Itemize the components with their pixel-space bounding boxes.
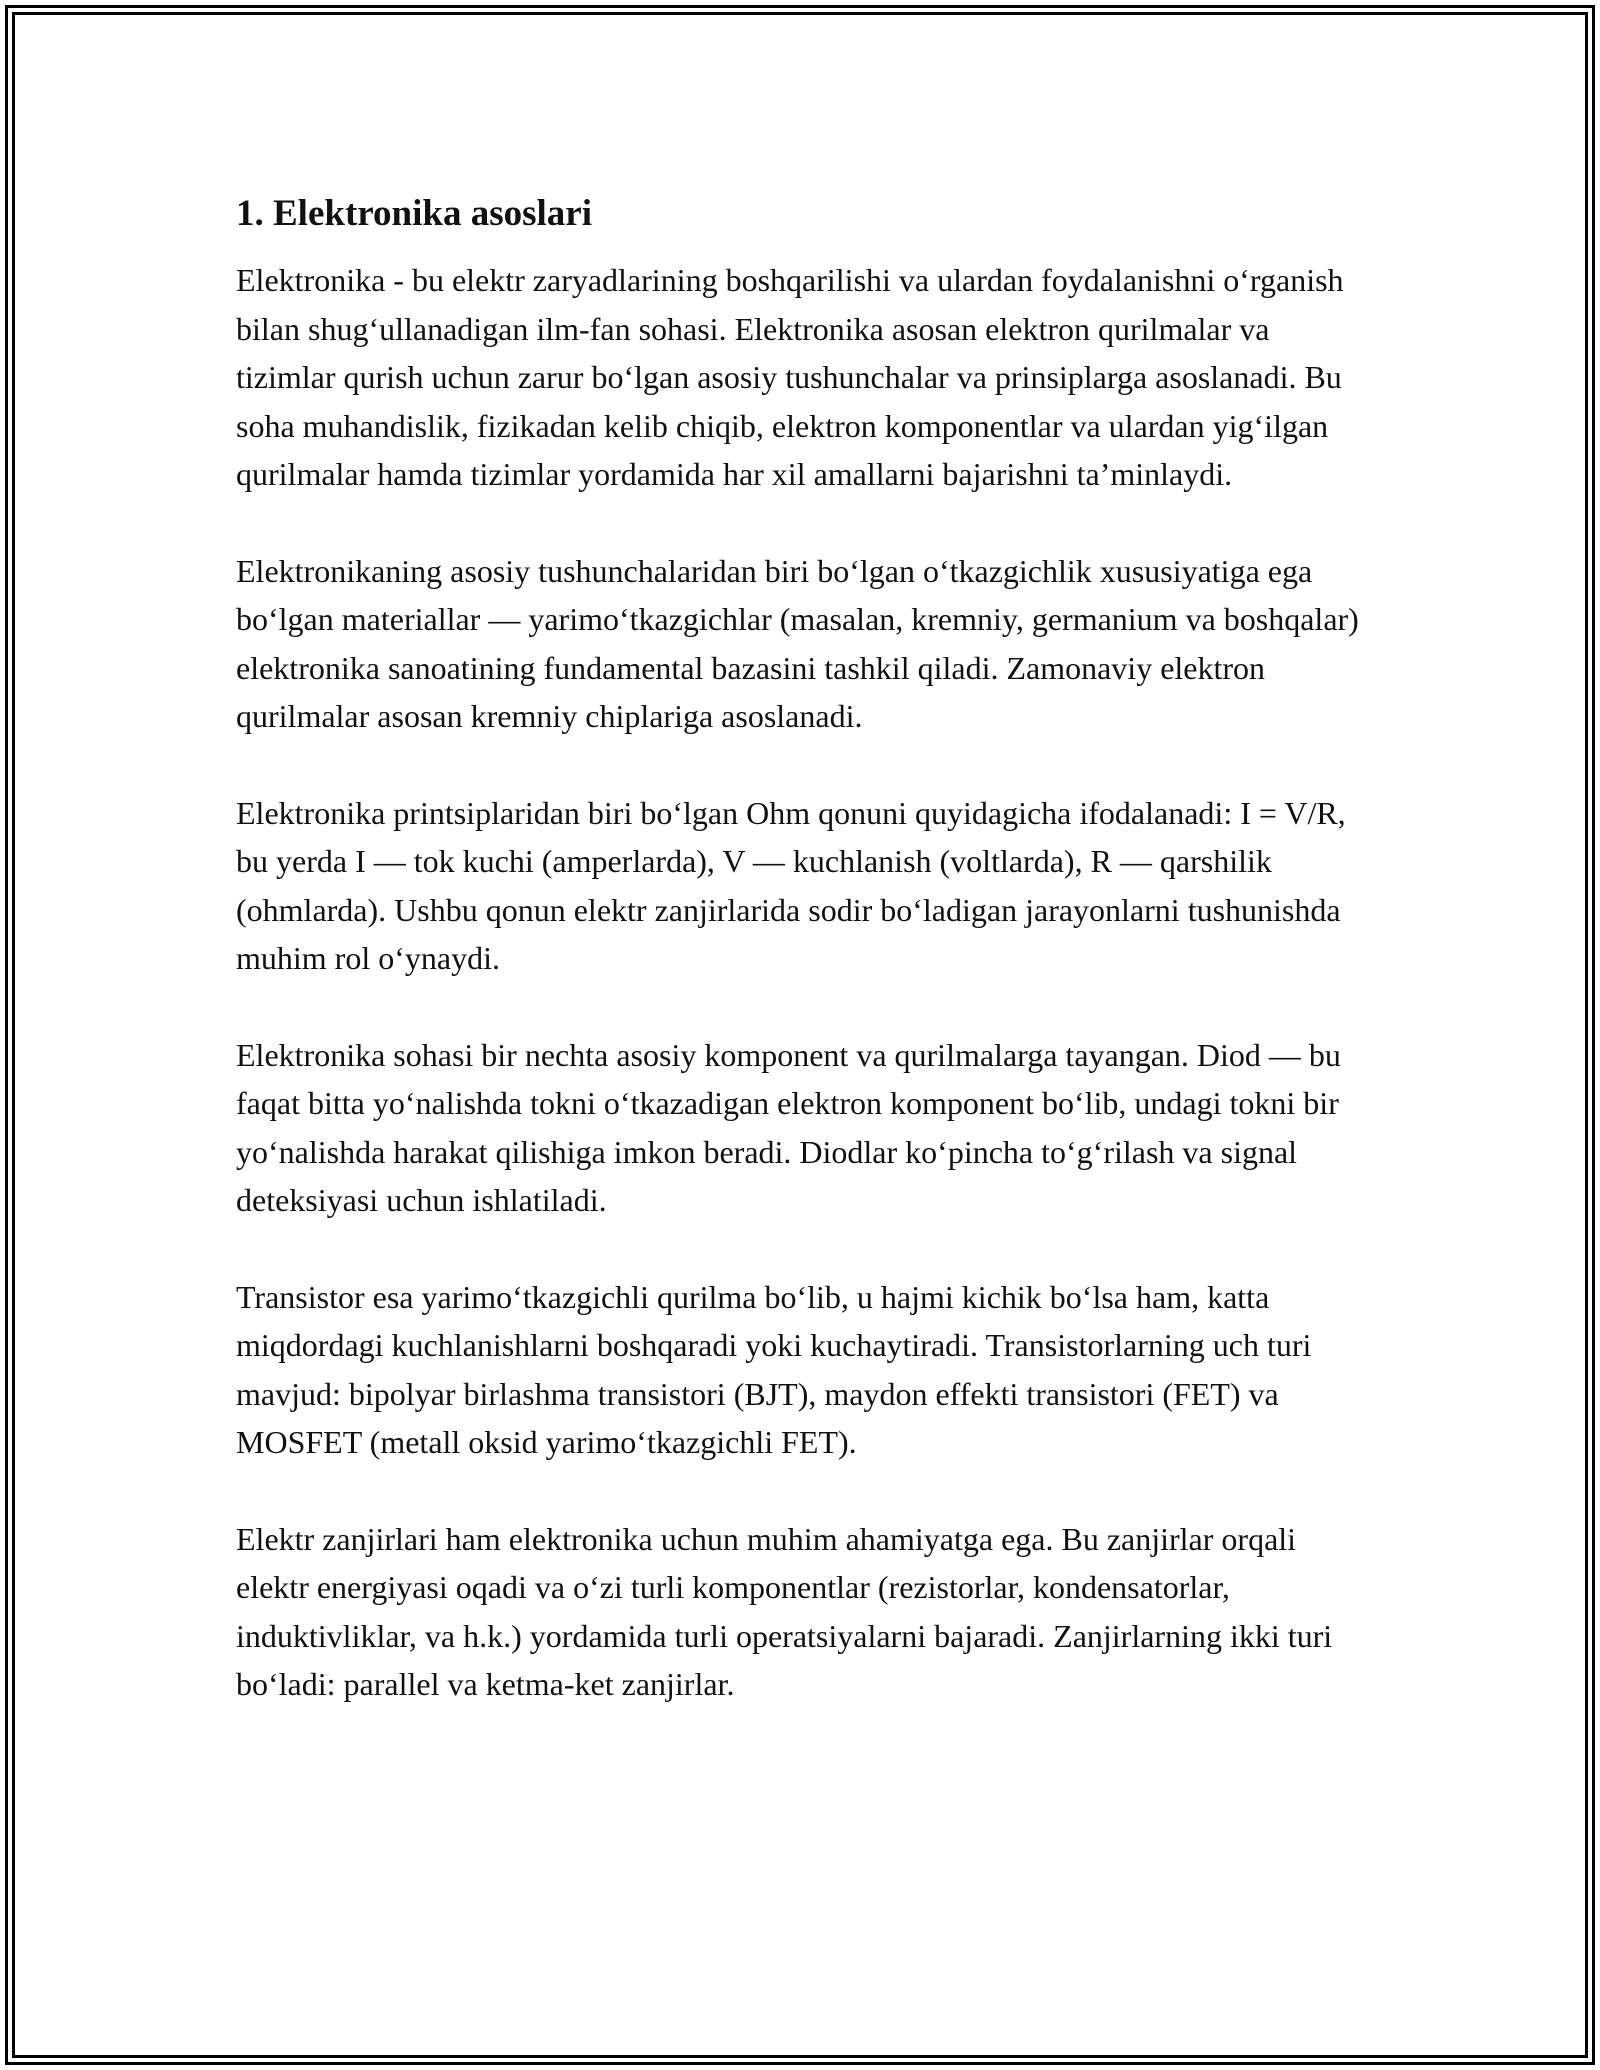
paragraph-introduction: Elektronika - bu elektr zaryadlarining boshqarilishi va ulardan foydalanishni o‘rganish bilan shug‘ullanadigan ilm-fan sohasi. Elektronika asosan elektron qurilmalar va tizimlar qurish uchun zarur bo‘lgan asosiy tushunchalar va prinsiplarga asoslanadi. Bu soha muhandislik, fizikadan kelib chiqib, elektron komponentlar va ulardan yig‘ilgan qurilmalar hamda tizimlar yordamida har xil amallarni bajarishni ta’minlaydi. — [236, 262, 1344, 492]
paragraph-transistors: Transistor esa yarimo‘tkazgichli qurilma bo‘lib, u hajmi kichik bo‘lsa ham, katta miqdordagi kuchlanishlarni boshqaradi yoki kuchaytiradi. Transistorlarning uch turi mavjud: bipolyar birlashma transistori (BJT), maydon effekti transistori (FET) va MOSFET (metall oksid yarimo‘tkazgichli FET). — [236, 1278, 1312, 1460]
paragraph-circuits: Elektr zanjirlari ham elektronika uchun muhim ahamiyatga ega. Bu zanjirlar orqali elektr energiyasi oqadi va o‘zi turli komponentlar (rezistorlar, kondensatorlar, induktivliklar, va h.k.) yordamida turli operatsiyalarni bajaradi. Zanjirlarning ikki turi bo‘ladi: parallel va ketma-ket zanjirlar. — [236, 1520, 1333, 1702]
document-body — [236, 186, 1376, 1709]
paragraph-semiconductors: Elektronikaning asosiy tushunchalaridan biri bo‘lgan o‘tkazgichlik xususiyatiga ega bo‘lgan materiallar — yarimo‘tkazgichlar (masalan, kremniy, germanium va boshqalar) elektronika sanoatining fundamental bazasini tashkil qiladi. Zamonaviy elektron qurilmalar asosan kremniy chiplariga asoslanadi. — [236, 552, 1359, 734]
paragraph-ohms-law: Elektronika printsiplaridan biri bo‘lgan Ohm qonuni quyidagicha ifodalanadi: I = V/R, bu yerda I — tok kuchi (amperlarda), V — kuchlanish (voltlarda), R — qarshilik (ohmlarda). Ushbu qonun elektr zanjirlarida sodir bo‘ladigan jarayonlarni tushunishda muhim rol o‘ynaydi. — [236, 794, 1346, 976]
paragraph-diodes: Elektronika sohasi bir nechta asosiy komponent va qurilmalarga tayangan. Diod — bu faqat bitta yo‘nalishda tokni o‘tkazadigan elektron komponent bo‘lib, undagi tokni bir yo‘nalishda harakat qilishiga imkon beradi. Diodlar ko‘pincha to‘g‘rilash va signal deteksiyasi uchun ishlatiladi. — [236, 1036, 1341, 1218]
section-heading: 1. Elektronika asoslari — [236, 193, 592, 234]
